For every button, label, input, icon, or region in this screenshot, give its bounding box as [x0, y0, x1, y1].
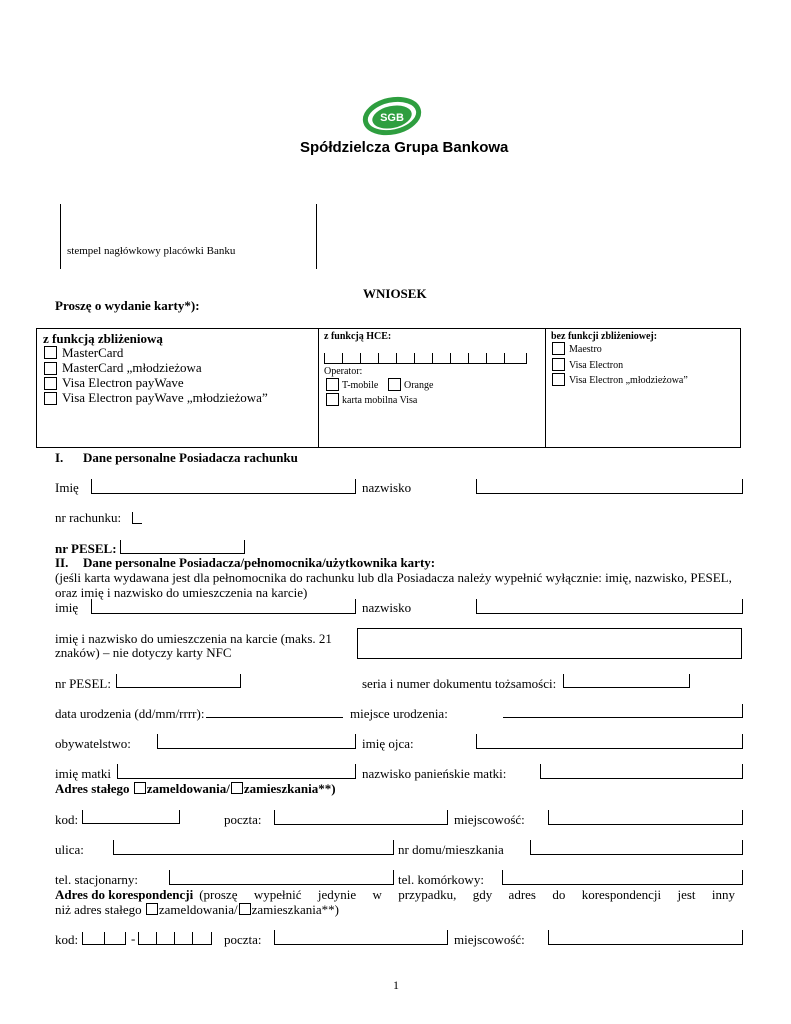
- adres-staly-label: [55, 781, 336, 797]
- poczta-input[interactable]: [274, 810, 448, 825]
- card-box-divider: [545, 328, 546, 448]
- visa-electron-youth-label: Visa Electron „młodzieżowa”: [569, 375, 688, 386]
- koresp-heading: Adres do korespondencji: [55, 887, 194, 902]
- poczta2-input[interactable]: [274, 930, 448, 945]
- nr-domu-input[interactable]: [530, 840, 743, 855]
- no-contactless-heading: bez funkcji zbliżeniowej:: [551, 331, 658, 342]
- nazwisko2-input[interactable]: [476, 599, 743, 614]
- obywatelstwo-label: obywatelstwo:: [55, 736, 131, 751]
- zameldowania-label: zameldowania/: [146, 781, 230, 796]
- imie2-input[interactable]: [91, 599, 356, 614]
- section2-number: II.: [55, 555, 69, 570]
- pesel2-label: nr PESEL:: [55, 676, 111, 691]
- tel-stac-input[interactable]: [169, 870, 394, 885]
- seria-label: seria i numer dokumentu tożsamości:: [362, 676, 557, 691]
- logo-abbr: SGB: [380, 112, 404, 124]
- pesel2-input[interactable]: [116, 674, 241, 688]
- ulica-input[interactable]: [113, 840, 394, 855]
- ulica-label: ulica:: [55, 842, 84, 857]
- visa-electron-checkbox[interactable]: [552, 358, 565, 371]
- tel-stac-label: tel. stacjonarny:: [55, 872, 139, 887]
- card-box-divider: [318, 328, 319, 448]
- maestro-checkbox[interactable]: [552, 342, 565, 355]
- data-urodzenia-input[interactable]: [206, 704, 343, 718]
- tel-kom-label: tel. komórkowy:: [398, 872, 484, 887]
- poczta2-label: poczta:: [224, 932, 262, 947]
- nazwisko-label: nazwisko: [362, 480, 412, 495]
- contactless-heading: z funkcją zbliżeniową: [43, 331, 163, 346]
- imie-input[interactable]: [91, 479, 356, 494]
- koresp-zamieszkania-label: zamieszkania**): [251, 902, 339, 917]
- request-text: Proszę o wydanie karty*):: [55, 298, 200, 313]
- kod2-part1-input[interactable]: [82, 933, 126, 945]
- kod2-part2-input[interactable]: [138, 933, 212, 945]
- visa-mobile-checkbox[interactable]: [326, 393, 339, 406]
- miejscowosc2-label: miejscowość:: [454, 932, 525, 947]
- nazwisko-input[interactable]: [476, 479, 743, 494]
- imie2-label: imię: [55, 600, 79, 615]
- imie-ojca-input[interactable]: [476, 734, 743, 749]
- nazwisko-panienskie-input[interactable]: [540, 764, 743, 779]
- card-name-label-1: imię i nazwisko do umieszczenia na karcie (maks. 21: [55, 631, 332, 646]
- imie-matki-input[interactable]: [117, 764, 356, 779]
- imie-matki-label: imię matki: [55, 766, 111, 781]
- data-urodzenia-label: data urodzenia (dd/mm/rrrr):: [55, 706, 205, 721]
- visa-electron-youth-checkbox[interactable]: [552, 373, 565, 386]
- koresp-zamieszkania-checkbox[interactable]: [239, 903, 251, 915]
- zamieszkania-label: zamieszkania**): [243, 781, 336, 796]
- nr-rachunku-input[interactable]: [132, 512, 142, 524]
- miejscowosc-label: miejscowość:: [454, 812, 525, 827]
- kod2-label: kod:: [55, 932, 79, 947]
- stamp-left-border: [60, 204, 61, 269]
- miejsce-urodzenia-label: miejsce urodzenia:: [350, 706, 448, 721]
- pesel-input[interactable]: [120, 540, 245, 554]
- zamieszkania-checkbox[interactable]: [231, 782, 243, 794]
- visa-paywave-checkbox[interactable]: [44, 377, 57, 390]
- zameldowania-checkbox[interactable]: [134, 782, 146, 794]
- nazwisko-panienskie-label: nazwisko panieńskie matki:: [362, 766, 507, 781]
- section2-note-2: oraz imię i nazwisko do umieszczenia na karcie): [55, 585, 308, 600]
- section1-number: I.: [55, 450, 64, 465]
- obywatelstwo-input[interactable]: [157, 734, 356, 749]
- tmobile-checkbox[interactable]: [326, 378, 339, 391]
- tel-kom-input[interactable]: [502, 870, 743, 885]
- orange-label: Orange: [404, 380, 434, 391]
- pesel-label: nr PESEL:: [55, 541, 117, 556]
- miejscowosc2-input[interactable]: [548, 930, 743, 945]
- koresp-zameldowania-label: zameldowania/: [158, 902, 238, 917]
- operator-label: Operator:: [324, 366, 363, 377]
- tmobile-label: T-mobile: [342, 380, 379, 391]
- adres-prefix: Adres stałego: [55, 781, 130, 796]
- koresp-prefix: niż adres stałego: [55, 902, 142, 917]
- page-title: WNIOSEK: [363, 286, 427, 301]
- page-number: 1: [393, 978, 399, 992]
- kod-label: kod:: [55, 812, 79, 827]
- koresp-note: (proszę wypełnić jedynie w przypadku, gdy adres do korespondencji jest inny: [199, 887, 735, 902]
- mastercard-label: MasterCard: [62, 345, 124, 360]
- card-name-label-2: znaków) – nie dotyczy karty NFC: [55, 645, 232, 660]
- hce-heading: z funkcją HCE:: [324, 331, 392, 342]
- phone-number-field[interactable]: [324, 354, 527, 364]
- visa-paywave-label: Visa Electron payWave: [62, 375, 184, 390]
- stamp-label: stempel nagłówkowy placówki Banku: [67, 245, 236, 257]
- imie-label: Imię: [55, 480, 79, 495]
- miejscowosc-input[interactable]: [548, 810, 743, 825]
- nr-domu-label: nr domu/mieszkania: [398, 842, 504, 857]
- bank-name: Spółdzielcza Grupa Bankowa: [300, 139, 509, 156]
- orange-checkbox[interactable]: [388, 378, 401, 391]
- visa-electron-label: Visa Electron: [569, 360, 624, 371]
- koresp-line2: [55, 902, 339, 918]
- sgb-logo-icon: [362, 96, 422, 136]
- mastercard-youth-label: MasterCard „młodzieżowa: [62, 360, 202, 375]
- section2-heading: Dane personalne Posiadacza/pełnomocnika/użytkownika karty:: [83, 555, 436, 570]
- koresp-zameldowania-checkbox[interactable]: [146, 903, 158, 915]
- visa-paywave-youth-checkbox[interactable]: [44, 392, 57, 405]
- mastercard-checkbox[interactable]: [44, 346, 57, 359]
- stamp-right-border: [316, 204, 317, 269]
- poczta-label: poczta:: [224, 812, 262, 827]
- visa-paywave-youth-label: Visa Electron payWave „młodzieżowa”: [62, 390, 268, 405]
- section2-note-1: (jeśli karta wydawana jest dla pełnomocnika do rachunku lub dla Posiadacza należy wypełnić wyłącznie: imię, nazwisko, PESEL,: [55, 570, 732, 585]
- nazwisko2-label: nazwisko: [362, 600, 412, 615]
- miejsce-urodzenia-input[interactable]: [503, 704, 743, 718]
- maestro-label: Maestro: [569, 344, 602, 355]
- imie-ojca-label: imię ojca:: [362, 736, 414, 751]
- visa-mobile-label: karta mobilna Visa: [342, 395, 418, 406]
- nr-rachunku-label: nr rachunku:: [55, 510, 122, 525]
- koresp-line1: [55, 887, 735, 903]
- card-name-input[interactable]: [357, 628, 742, 659]
- kod-input[interactable]: [82, 810, 180, 824]
- mastercard-youth-checkbox[interactable]: [44, 362, 57, 375]
- section1-heading: Dane personalne Posiadacza rachunku: [83, 450, 298, 465]
- seria-input[interactable]: [563, 674, 690, 688]
- kod2-dash: -: [131, 931, 136, 946]
